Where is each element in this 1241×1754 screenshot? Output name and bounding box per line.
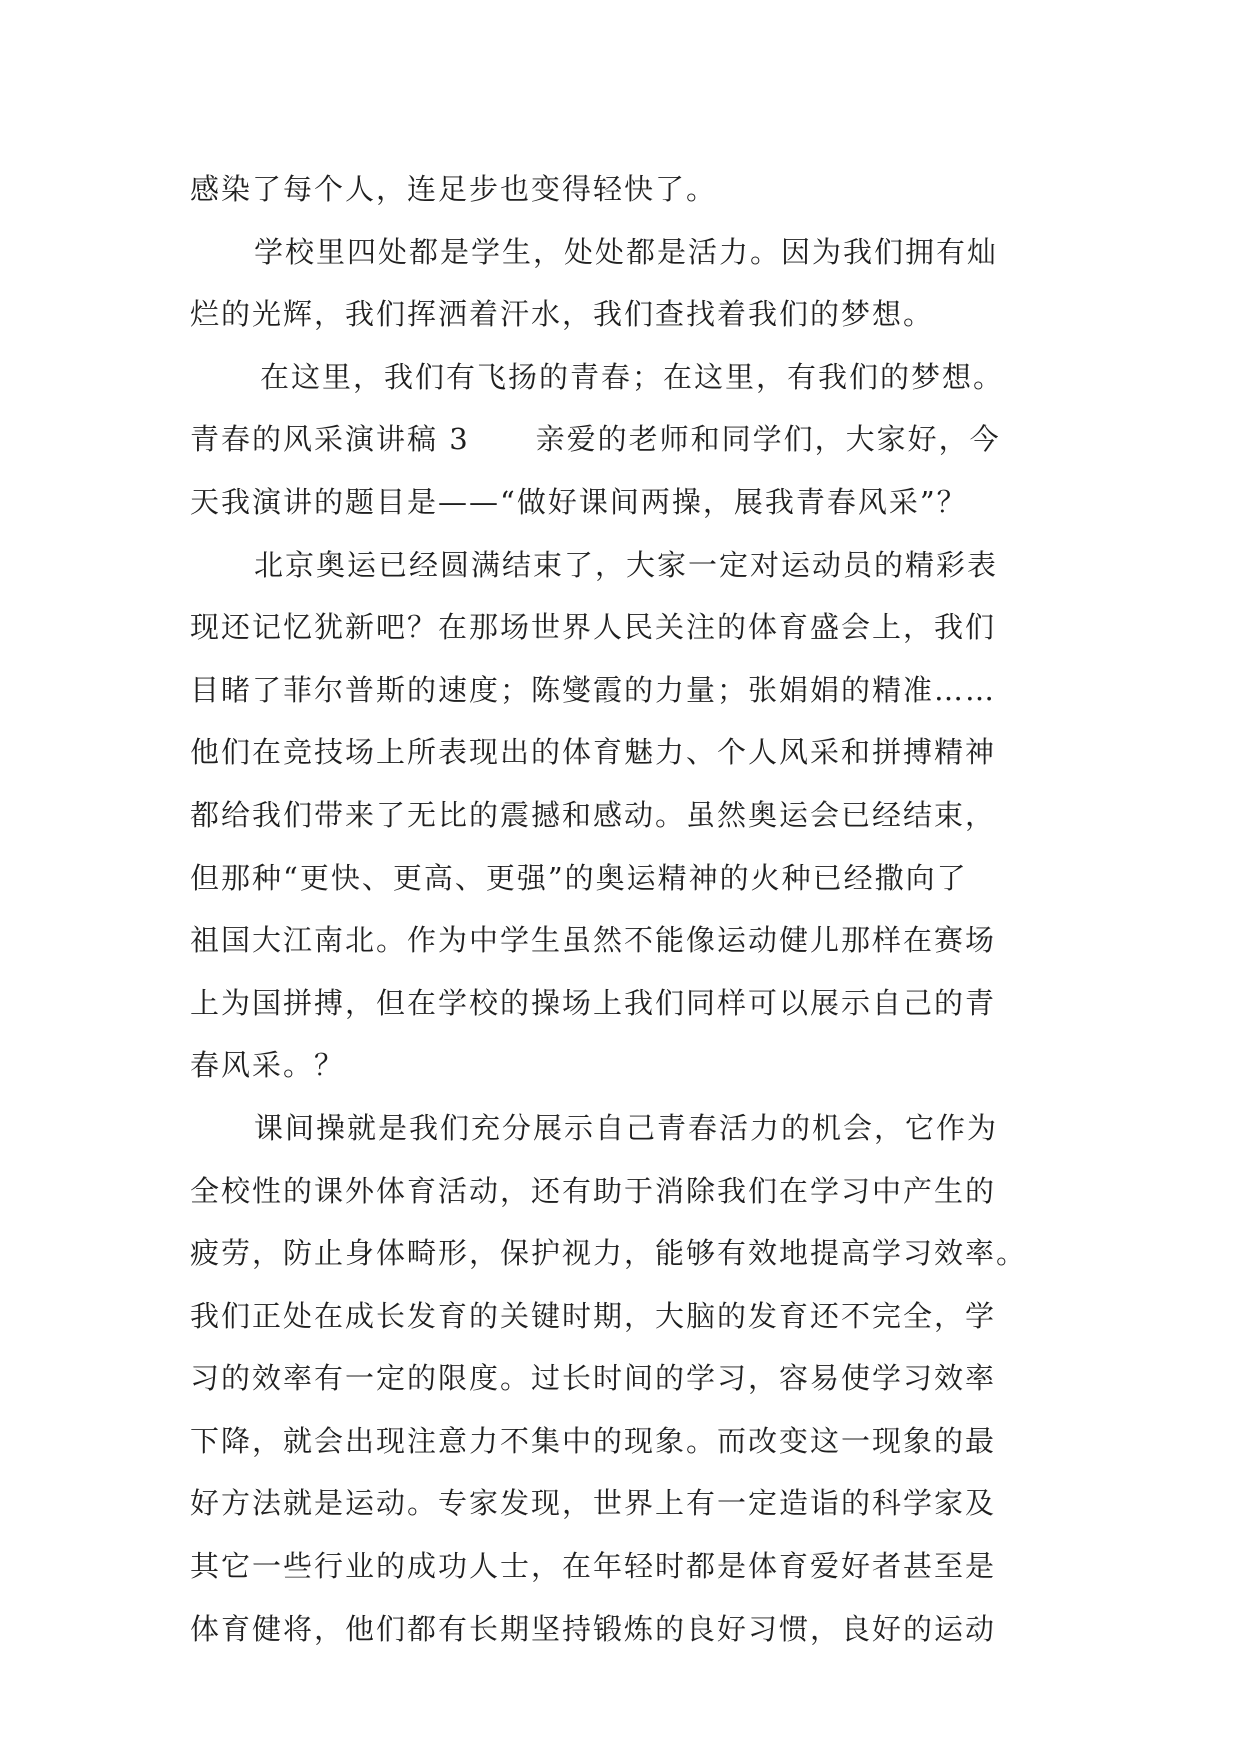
text-line: 下降，就会出现注意力不集中的现象。而改变这一现象的最 (190, 1423, 997, 1458)
text-line: 上为国拼搏，但在学校的操场上我们同样可以展示自己的青 (190, 985, 997, 1020)
heading-line (190, 408, 1060, 471)
paragraph-start-line: 学校里四处都是学生，处处都是活力。因为我们拥有灿 (254, 234, 999, 269)
text-line: 感染了每个人，连足步也变得轻快了。 (190, 172, 718, 206)
text-line: 春风采。？ (190, 1048, 346, 1083)
text-line: 目睹了菲尔普斯的速度；陈燮霞的力量；张娟娟的精准…… (190, 672, 997, 707)
text-line: 全校性的课外体育活动，还有助于消除我们在学习中产生的 (190, 1173, 997, 1208)
greeting-text: 亲爱的老师和同学们，大家好，今 (535, 422, 1001, 457)
text-line: 他们在竞技场上所表现出的体育魅力、个人风采和拼搏精神 (190, 735, 997, 770)
text-line: 我们正处在成长发育的关键时期，大脑的发育还不完全，学 (190, 1298, 997, 1333)
text-line: 其它一些行业的成功人士，在年轻时都是体育爱好者甚至是 (190, 1549, 997, 1584)
paragraph-start-line: 北京奥运已经圆满结束了，大家一定对运动员的精彩表 (254, 547, 999, 582)
text-line: 现还记忆犹新吧？在那场世界人民关注的体育盛会上，我们 (190, 610, 997, 645)
text-line: 烂的光辉，我们挥洒着汗水，我们查找着我们的梦想。 (190, 297, 935, 332)
text-line: 好方法就是运动。专家发现，世界上有一定造诣的科学家及 (190, 1486, 997, 1521)
text-line: 祖国大江南北。作为中学生虽然不能像运动健儿那样在赛场 (190, 923, 997, 958)
text-line: 体育健将，他们都有长期坚持锻炼的良好习惯，良好的运动 (190, 1611, 997, 1646)
text-line: 疲劳，防止身体畸形，保护视力，能够有效地提高学习效率。 (190, 1236, 1028, 1271)
text-line: 习的效率有一定的限度。过长时间的学习，容易使学习效率 (190, 1361, 997, 1396)
text-line: 都给我们带来了无比的震撼和感动。虽然奥运会已经结束， (190, 797, 997, 832)
text-line: 天我演讲的题目是——“做好课间两操，展我青春风采”？ (190, 484, 968, 519)
text-line: 但那种“更快、更高、更强”的奥运精神的火种已经撒向了 (190, 860, 968, 895)
paragraph-start-line: 在这里，我们有飞扬的青春；在这里，有我们的梦想。 (260, 359, 1005, 394)
body-text (190, 158, 1060, 1660)
section-heading: 青春的风采演讲稿 3 (190, 422, 470, 457)
paragraph-start-line: 课间操就是我们充分展示自己青春活力的机会，它作为 (254, 1110, 999, 1145)
